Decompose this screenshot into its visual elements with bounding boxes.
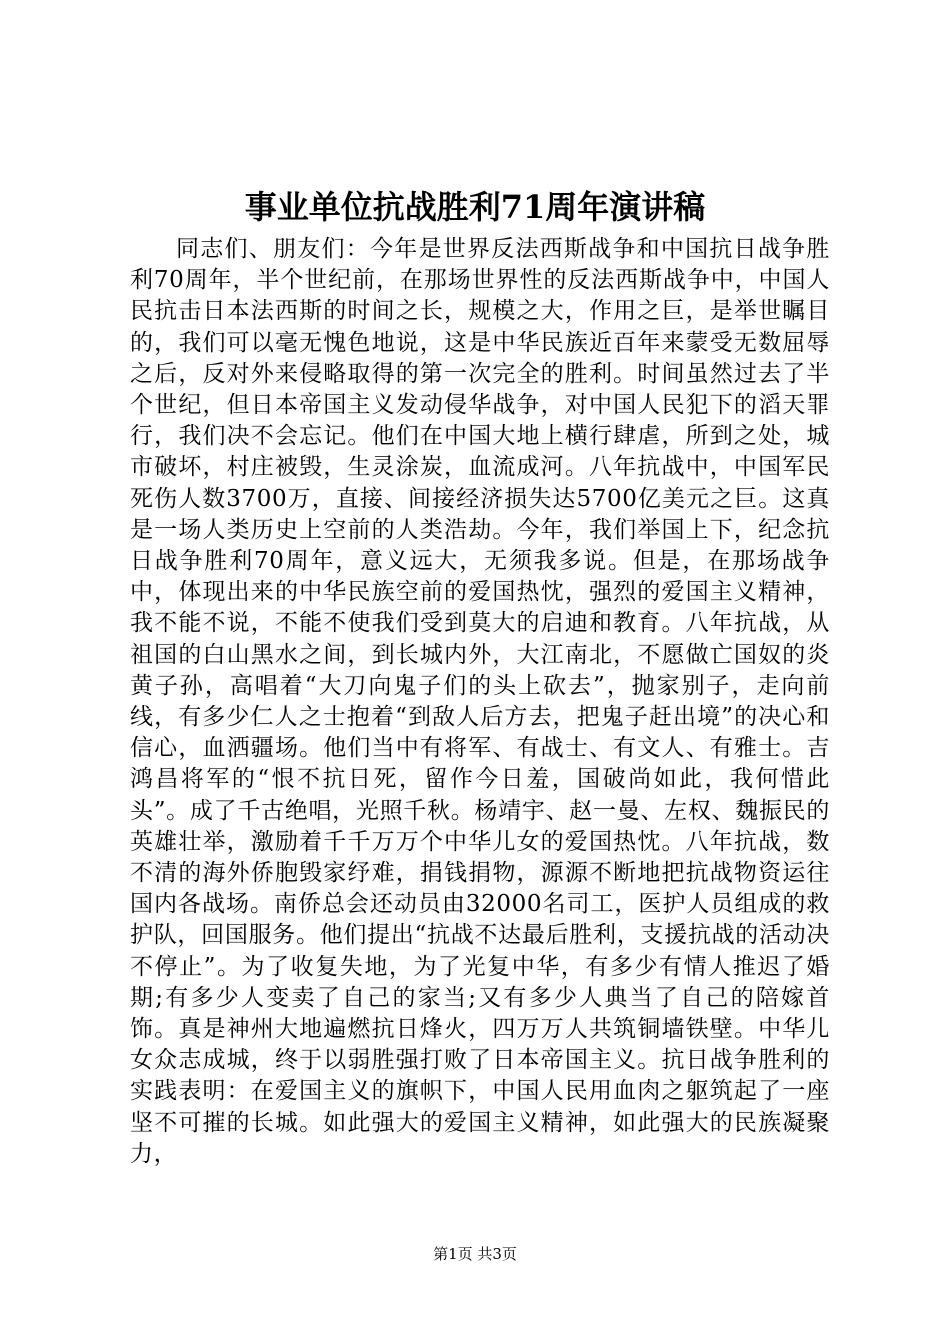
- document-title: 事业单位抗战胜利71周年演讲稿: [244, 188, 706, 226]
- body-paragraph: 同志们、朋友们：今年是世界反法西斯战争和中国抗日战争胜利70周年，半个世纪前，在那场世界性的反法西斯战争中，中国人民抗击日本法西斯的时间之长，规模之大，作用之巨，是举世瞩目的，我们可以毫无愧色地说，这是中华民族近百年来蒙受无数屈辱之后，反对外来侵略取得的第一次完全的胜利。时间虽然过去了半个世纪，但日本帝国主义发动侵华战争，对中国人民犯下的滔天罪行，我们决不会忘记。他们在中国大地上横行肆虐，所到之处，城市破坏，村庄被毁，生灵涂炭，血流成河。八年抗战中，中国军民死伤人数3700万，直接、间接经济损失达5700亿美元之巨。这真是一场人类历史上空前的人类浩劫。今年，我们举国上下，纪念抗日战争胜利70周年，意义远大，无须我多说。但是，在那场战争中，体现出来的中华民族空前的爱国热忱，强烈的爱国主义精神，我不能不说，不能不使我们受到莫大的启迪和教育。八年抗战，从祖国的白山黑水之间，到长城内外，大江南北，不愿做亡国奴的炎黄子孙，高唱着“大刀向鬼子们的头上砍去”，抛家别子，走向前线，有多少仁人之士抱着“到敌人后方去，把鬼子赶出境”的决心和信心，血洒疆场。他们当中有将军、有战士、有文人、有雅士。吉鸿昌将军的“恨不抗日死，留作今日羞，国破尚如此，我何惜此头”。成了千古绝唱，光照千秋。杨靖宇、赵一曼、左权、魏振民的英雄壮举，激励着千千万万个中华儿女的爱国热忱。八年抗战，数不清的海外侨胞毁家纾难，捐钱捐物，源源不断地把抗战物资运往国内各战场。南侨总会还动员由32000名司工，医护人员组成的救护队，回国服务。他们提出“抗战不达最后胜利，支援抗战的活动决不停止”。为了收复失地，为了光复中华，有多少有情人推迟了婚期;有多少人变卖了自己的家当;又有多少人典当了自己的陪嫁首饰。真是神州大地遍燃抗日烽火，四万万人共筑铜墙铁壁。中华儿女众志成城，终于以弱胜强打败了日本帝国主义。抗日战争胜利的实践表明：在爱国主义的旗帜下，中国人民用血肉之躯筑起了一座坚不可摧的长城。如此强大的爱国主义精神，如此强大的民族凝聚力，: [130, 236, 830, 1167]
- page-number-footer: 第1页 共3页: [433, 1245, 517, 1263]
